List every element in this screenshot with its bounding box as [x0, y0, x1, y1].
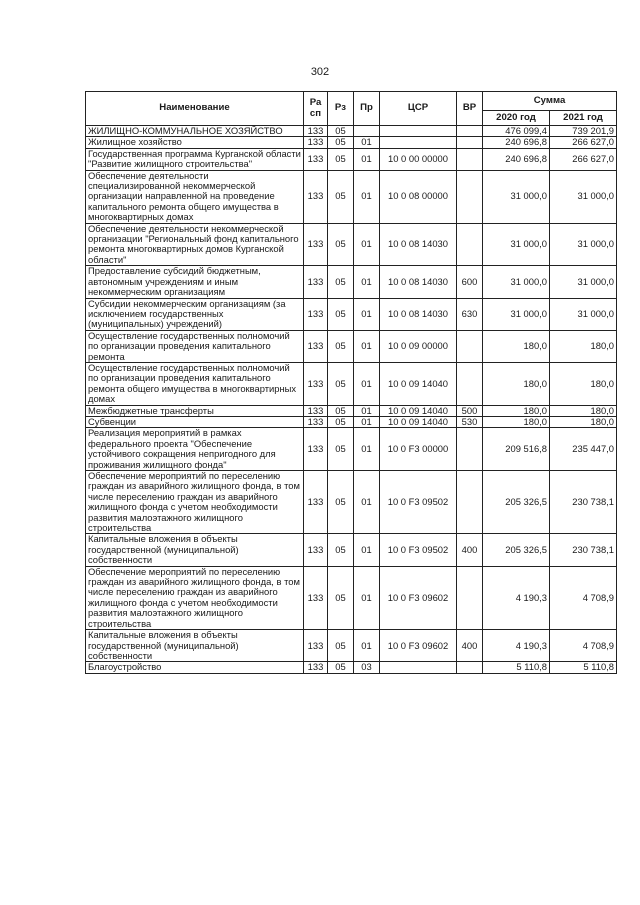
row-rasp: 133	[304, 471, 328, 534]
page-number: 302	[310, 66, 330, 78]
row-vr: 400	[457, 630, 483, 662]
row-csr: 10 0 F3 09502	[380, 534, 457, 566]
row-rz: 05	[328, 566, 354, 629]
row-vr: 600	[457, 266, 483, 298]
row-pr: 01	[354, 428, 380, 471]
row-vr	[457, 471, 483, 534]
table-row	[86, 330, 617, 362]
row-sum-2021: 739 201,9	[550, 126, 617, 137]
row-vr: 400	[457, 534, 483, 566]
header-rasp	[304, 92, 328, 126]
row-vr	[457, 223, 483, 266]
row-name: Осуществление государственных полномочий по организации проведения капитального ремонта общего имущества в многоквартирных домах	[86, 362, 304, 405]
row-rz: 05	[328, 137, 354, 148]
row-sum-2020: 476 099,4	[483, 126, 550, 137]
row-rasp: 133	[304, 428, 328, 471]
row-sum-2021: 180,0	[550, 416, 617, 427]
row-pr: 01	[354, 416, 380, 427]
header-name: Наименование	[86, 92, 304, 126]
row-rasp: 133	[304, 362, 328, 405]
row-name: Обеспечение деятельности некоммерческой организации "Региональный фонд капитального ремонта многоквартирных домов Курганской области"	[86, 223, 304, 266]
row-sum-2020: 180,0	[483, 330, 550, 362]
table-row	[86, 662, 617, 673]
row-sum-2021: 31 000,0	[550, 298, 617, 330]
row-pr: 01	[354, 566, 380, 629]
row-csr: 10 0 09 14040	[380, 362, 457, 405]
row-csr	[380, 126, 457, 137]
header-csr: ЦСР	[380, 92, 457, 126]
row-pr: 01	[354, 362, 380, 405]
row-pr: 01	[354, 534, 380, 566]
header-rz: Рз	[328, 92, 354, 126]
row-csr: 10 0 08 00000	[380, 170, 457, 223]
row-sum-2021: 31 000,0	[550, 266, 617, 298]
row-sum-2020: 205 326,5	[483, 471, 550, 534]
row-rasp: 133	[304, 330, 328, 362]
table-row	[86, 405, 617, 416]
table-row	[86, 534, 617, 566]
table-row	[86, 630, 617, 662]
row-csr: 10 0 08 14030	[380, 223, 457, 266]
table-row	[86, 137, 617, 148]
row-rasp: 133	[304, 416, 328, 427]
row-rz: 05	[328, 416, 354, 427]
row-rasp: 133	[304, 662, 328, 673]
row-csr: 10 0 08 14030	[380, 298, 457, 330]
row-rasp: 133	[304, 223, 328, 266]
row-sum-2021: 180,0	[550, 405, 617, 416]
row-name: Межбюджетные трансферты	[86, 405, 304, 416]
row-rz: 05	[328, 223, 354, 266]
row-sum-2021: 31 000,0	[550, 170, 617, 223]
row-sum-2021: 266 627,0	[550, 148, 617, 170]
budget-table	[85, 91, 617, 674]
row-pr: 01	[354, 298, 380, 330]
row-csr: 10 0 F3 09602	[380, 630, 457, 662]
row-name: Благоустройство	[86, 662, 304, 673]
row-sum-2020: 180,0	[483, 405, 550, 416]
row-rz: 05	[328, 630, 354, 662]
row-vr	[457, 566, 483, 629]
row-name: ЖИЛИЩНО-КОММУНАЛЬНОЕ ХОЗЯЙСТВО	[86, 126, 304, 137]
row-rz: 05	[328, 471, 354, 534]
row-vr	[457, 126, 483, 137]
row-sum-2021: 4 708,9	[550, 630, 617, 662]
header-year-2020: 2020 год	[483, 111, 550, 126]
table-row	[86, 148, 617, 170]
row-sum-2020: 240 696,8	[483, 148, 550, 170]
row-sum-2020: 31 000,0	[483, 298, 550, 330]
row-pr	[354, 126, 380, 137]
header-vr: ВР	[457, 92, 483, 126]
row-sum-2020: 31 000,0	[483, 223, 550, 266]
row-vr	[457, 170, 483, 223]
row-csr: 10 0 09 14040	[380, 405, 457, 416]
row-name: Предоставление субсидий бюджетным, автономным учреждениям и иным некоммерческим организациям	[86, 266, 304, 298]
row-sum-2021: 180,0	[550, 362, 617, 405]
row-name: Обеспечение деятельности специализированной некоммерческой организации направленной на проведение капитального ремонта общего имущества в многоквартирных домах	[86, 170, 304, 223]
row-csr: 10 0 00 00000	[380, 148, 457, 170]
row-csr: 10 0 09 14040	[380, 416, 457, 427]
row-pr: 01	[354, 266, 380, 298]
row-pr: 01	[354, 330, 380, 362]
row-rz: 05	[328, 362, 354, 405]
row-pr: 01	[354, 471, 380, 534]
row-sum-2021: 230 738,1	[550, 534, 617, 566]
row-vr	[457, 362, 483, 405]
row-pr: 01	[354, 148, 380, 170]
row-rz: 05	[328, 534, 354, 566]
row-name: Обеспечение мероприятий по переселению граждан из аварийного жилищного фонда, в том числе переселению граждан из аварийного жилищного фонда с учетом необходимости развития малоэтажного жилищного строительства	[86, 566, 304, 629]
row-sum-2020: 209 516,8	[483, 428, 550, 471]
table-row	[86, 266, 617, 298]
row-vr: 630	[457, 298, 483, 330]
row-rasp: 133	[304, 298, 328, 330]
row-rz: 05	[328, 126, 354, 137]
row-name: Капитальные вложения в объекты государственной (муниципальной) собственности	[86, 630, 304, 662]
row-sum-2020: 4 190,3	[483, 566, 550, 629]
row-rasp: 133	[304, 170, 328, 223]
row-vr: 530	[457, 416, 483, 427]
row-pr: 01	[354, 170, 380, 223]
row-csr: 10 0 F3 00000	[380, 428, 457, 471]
row-rz: 05	[328, 330, 354, 362]
table-row	[86, 471, 617, 534]
row-name: Реализация мероприятий в рамках федерального проекта "Обеспечение устойчивого сокращения непригодного для проживания жилищного фонда"	[86, 428, 304, 471]
row-rasp: 133	[304, 630, 328, 662]
row-pr: 01	[354, 405, 380, 416]
row-rasp: 133	[304, 534, 328, 566]
row-name: Государственная программа Курганской области "Развитие жилищного строительства"	[86, 148, 304, 170]
row-csr: 10 0 F3 09602	[380, 566, 457, 629]
row-rz: 05	[328, 266, 354, 298]
row-rasp: 133	[304, 566, 328, 629]
header-rasp-line2: сп	[309, 107, 322, 119]
row-name: Субсидии некоммерческим организациям (за исключением государственных (муниципальных) учреждений)	[86, 298, 304, 330]
row-rasp: 133	[304, 405, 328, 416]
row-pr: 01	[354, 137, 380, 148]
row-vr	[457, 662, 483, 673]
row-rz: 05	[328, 405, 354, 416]
row-vr	[457, 137, 483, 148]
row-rz: 05	[328, 428, 354, 471]
row-csr: 10 0 08 14030	[380, 266, 457, 298]
row-rz: 05	[328, 148, 354, 170]
table-row	[86, 428, 617, 471]
row-csr	[380, 662, 457, 673]
row-vr	[457, 428, 483, 471]
row-rz: 05	[328, 170, 354, 223]
header-pr: Пр	[354, 92, 380, 126]
row-pr: 01	[354, 630, 380, 662]
table-row	[86, 416, 617, 427]
row-rasp: 133	[304, 266, 328, 298]
table-row	[86, 566, 617, 629]
header-sum: Сумма	[483, 92, 617, 111]
row-sum-2020: 180,0	[483, 416, 550, 427]
row-rz: 05	[328, 298, 354, 330]
row-sum-2020: 240 696,8	[483, 137, 550, 148]
table-row	[86, 126, 617, 137]
table-row	[86, 170, 617, 223]
row-name: Капитальные вложения в объекты государственной (муниципальной) собственности	[86, 534, 304, 566]
row-sum-2020: 31 000,0	[483, 170, 550, 223]
row-vr: 500	[457, 405, 483, 416]
header-rasp-line1: Ра	[309, 97, 322, 109]
row-sum-2020: 180,0	[483, 362, 550, 405]
table-row	[86, 362, 617, 405]
row-rasp: 133	[304, 137, 328, 148]
row-sum-2021: 5 110,8	[550, 662, 617, 673]
row-csr: 10 0 F3 09502	[380, 471, 457, 534]
row-vr	[457, 330, 483, 362]
row-rasp: 133	[304, 126, 328, 137]
table-body	[86, 126, 617, 674]
row-pr: 01	[354, 223, 380, 266]
row-sum-2020: 31 000,0	[483, 266, 550, 298]
table-row	[86, 223, 617, 266]
row-csr: 10 0 09 00000	[380, 330, 457, 362]
row-sum-2021: 180,0	[550, 330, 617, 362]
row-sum-2020: 4 190,3	[483, 630, 550, 662]
row-name: Жилищное хозяйство	[86, 137, 304, 148]
header-year-2021: 2021 год	[550, 111, 617, 126]
row-sum-2021: 266 627,0	[550, 137, 617, 148]
row-csr	[380, 137, 457, 148]
row-name: Осуществление государственных полномочий по организации проведения капитального ремонта	[86, 330, 304, 362]
row-rz: 05	[328, 662, 354, 673]
row-name: Обеспечение мероприятий по переселению граждан из аварийного жилищного фонда, в том числе переселению граждан из аварийного жилищного фонда с учетом необходимости развития малоэтажного жилищного строительства	[86, 471, 304, 534]
row-sum-2021: 31 000,0	[550, 223, 617, 266]
row-sum-2021: 230 738,1	[550, 471, 617, 534]
row-vr	[457, 148, 483, 170]
row-sum-2020: 205 326,5	[483, 534, 550, 566]
row-pr: 03	[354, 662, 380, 673]
row-name: Субвенции	[86, 416, 304, 427]
row-sum-2020: 5 110,8	[483, 662, 550, 673]
row-sum-2021: 235 447,0	[550, 428, 617, 471]
row-sum-2021: 4 708,9	[550, 566, 617, 629]
row-rasp: 133	[304, 148, 328, 170]
table-row	[86, 298, 617, 330]
